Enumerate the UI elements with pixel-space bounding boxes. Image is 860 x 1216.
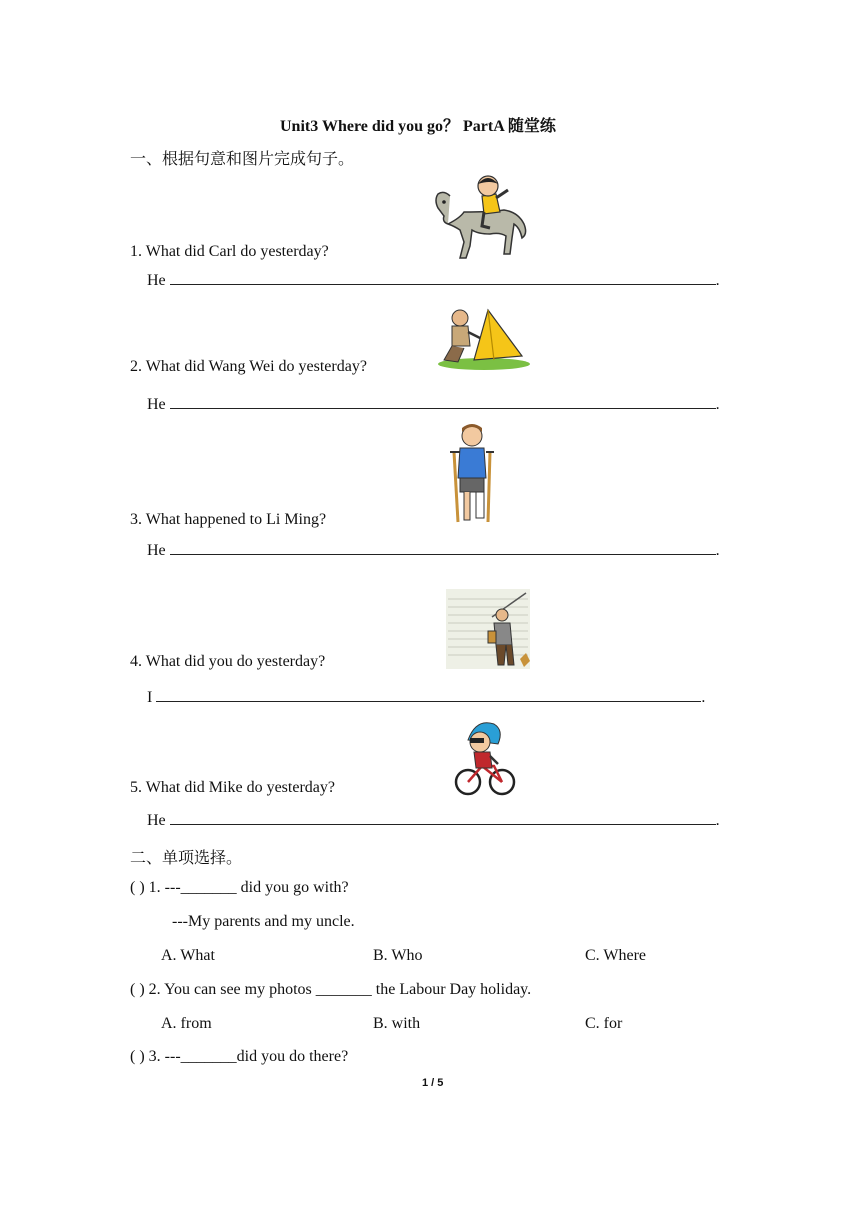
mc2-option-b[interactable]: B. with (373, 1015, 421, 1032)
q1-answer-row (147, 271, 720, 290)
q4-answer-row (147, 688, 705, 707)
mc1-option-a[interactable]: A. What (161, 947, 215, 964)
page-title: Unit3 Where did you go？ PartA 随堂练 (280, 118, 556, 135)
q4-text: 4. What did you do yesterday? (130, 653, 326, 670)
q3-answer-blank[interactable] (170, 541, 716, 555)
mc1-option-c[interactable]: C. Where (585, 947, 647, 964)
q2-answer-blank[interactable] (170, 395, 716, 409)
q5-end: . (715, 812, 720, 829)
q1-end: . (715, 272, 720, 289)
section2-heading: 二、单项选择。 (130, 850, 243, 867)
q1-text: 1. What did Carl do yesterday? (130, 243, 329, 260)
q5-answer-row (147, 811, 720, 830)
q4-prefix: I (147, 689, 153, 706)
q3-prefix: He (147, 542, 166, 559)
section1-heading: 一、根据句意和图片完成句子。 (130, 151, 355, 168)
mc2-option-c[interactable]: C. for (585, 1015, 623, 1032)
q2-prefix: He (147, 396, 166, 413)
q1-prefix: He (147, 272, 166, 289)
q3-answer-row (147, 541, 720, 560)
mc1-line2: ---My parents and my uncle. (172, 913, 355, 930)
mc2-option-a[interactable]: A. from (161, 1015, 212, 1032)
fishing-icon (446, 589, 530, 669)
q3-text: 3. What happened to Li Ming? (130, 511, 327, 528)
boy-riding-bike-icon (452, 714, 518, 798)
q4-answer-blank[interactable] (156, 688, 701, 702)
page-number: 1 / 5 (422, 1077, 444, 1089)
q5-answer-blank[interactable] (170, 811, 716, 825)
q2-answer-row (147, 395, 720, 414)
boy-riding-horse-icon (430, 172, 530, 260)
pitching-tent-icon (434, 302, 530, 372)
q4-end: . (701, 689, 706, 706)
q3-end: . (715, 542, 720, 559)
mc3-stem: ( ) 3. ---_______did you do there? (130, 1048, 349, 1065)
boy-on-crutches-icon (448, 422, 496, 526)
mc1-option-b[interactable]: B. Who (373, 947, 423, 964)
q5-text: 5. What did Mike do yesterday? (130, 779, 335, 796)
q5-prefix: He (147, 812, 166, 829)
mc2-stem: ( ) 2. You can see my photos _______ the Labour Day holiday. (130, 981, 532, 998)
q2-text: 2. What did Wang Wei do yesterday? (130, 358, 367, 375)
q1-answer-blank[interactable] (170, 271, 716, 285)
mc1-stem: ( ) 1. ---_______ did you go with? (130, 879, 349, 896)
q2-end: . (715, 396, 720, 413)
